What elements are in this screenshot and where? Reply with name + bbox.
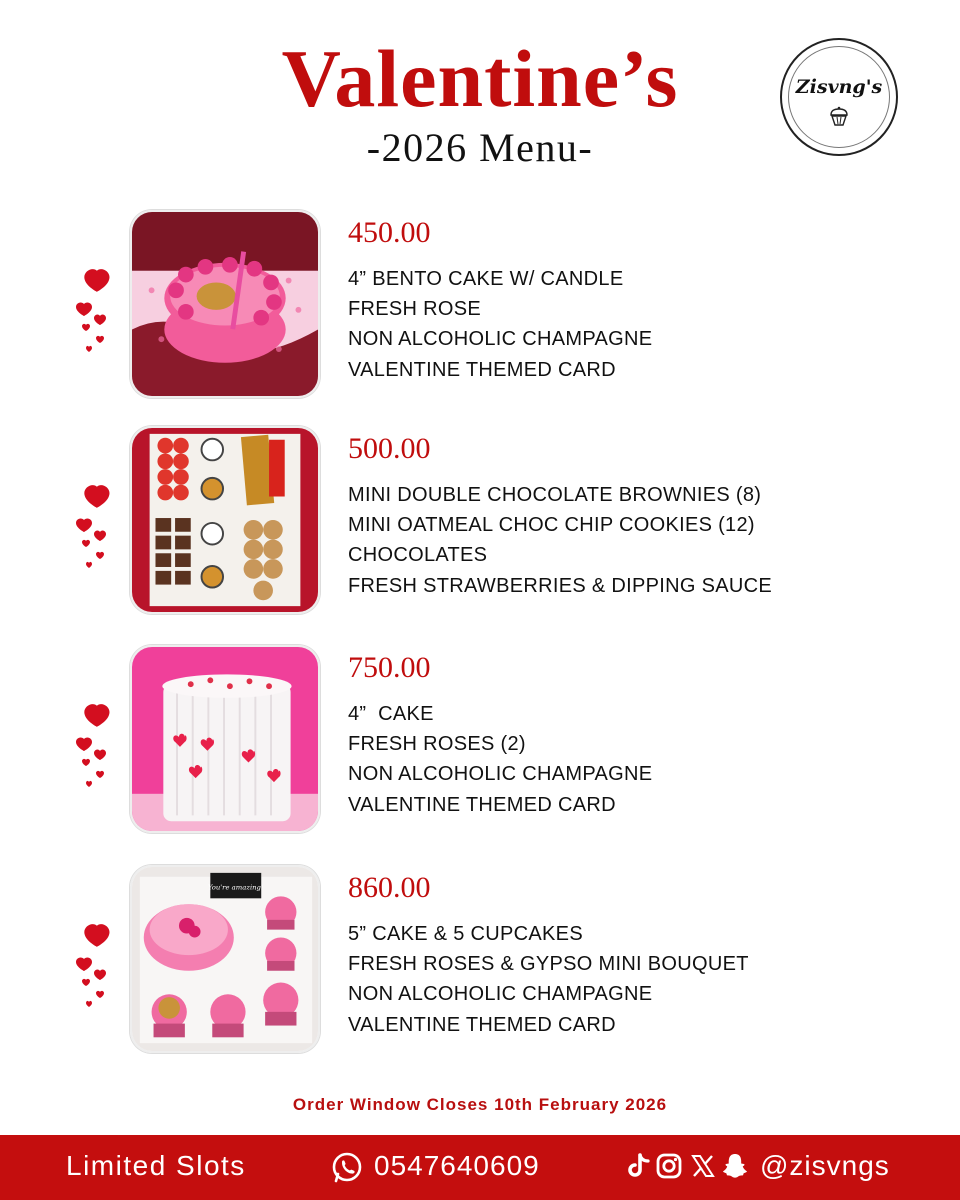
item-line: 4” CAKE xyxy=(348,703,434,725)
item-line: 4” BENTO CAKE W/ CANDLE xyxy=(348,268,624,290)
item-line: FRESH ROSE xyxy=(348,298,482,321)
item-line: VALENTINE THEMED CARD xyxy=(348,1013,616,1036)
instagram-icon[interactable] xyxy=(654,1151,684,1181)
hearts-decoration xyxy=(70,917,120,1013)
hearts-decoration xyxy=(70,697,120,793)
item-price: 860.00 xyxy=(348,871,431,904)
whatsapp-icon xyxy=(330,1151,364,1185)
menu-item-500 xyxy=(0,426,960,616)
phone-number: 0547640609 xyxy=(374,1150,540,1181)
footer-bar xyxy=(0,1135,960,1200)
item-line: VALENTINE THEMED CARD xyxy=(348,358,616,381)
item-line: MINI OATMEAL CHOC CHIP COOKIES (12) xyxy=(348,514,755,537)
item-line: MINI DOUBLE CHOCOLATE BROWNIES (8) xyxy=(348,484,762,506)
item-line: FRESH STRAWBERRIES & DIPPING SAUCE xyxy=(348,574,772,597)
item-line: FRESH ROSES & GYPSO MINI BOUQUET xyxy=(348,953,749,976)
item-line: NON ALCOHOLIC CHAMPAGNE xyxy=(348,328,653,351)
item-price: 500.00 xyxy=(348,432,431,465)
menu-title: Valentine’s xyxy=(281,33,679,124)
item-line: CHOCOLATES xyxy=(348,544,488,567)
tiktok-icon[interactable] xyxy=(624,1151,654,1181)
menu-item-860 xyxy=(0,865,960,1055)
menu-item-750 xyxy=(0,645,960,835)
item-line: NON ALCOHOLIC CHAMPAGNE xyxy=(348,983,653,1006)
item-lines xyxy=(348,264,652,385)
item-lines xyxy=(348,919,749,1040)
brand-logo xyxy=(780,38,898,156)
item-price: 450.00 xyxy=(348,216,431,249)
treat-box-photo xyxy=(130,426,320,614)
item-lines xyxy=(348,699,652,820)
item-line: NON ALCOHOLIC CHAMPAGNE xyxy=(348,763,653,786)
cupcake-icon xyxy=(828,106,850,126)
bento-cake-photo xyxy=(130,210,320,398)
social-handle[interactable]: @zisvngs xyxy=(760,1150,890,1181)
logo-text: Zisvng's xyxy=(795,76,883,98)
item-line: VALENTINE THEMED CARD xyxy=(348,793,616,816)
menu-item-450 xyxy=(0,210,960,400)
menu-subtitle: -2026 Menu- xyxy=(366,125,594,170)
hearts-decoration xyxy=(70,262,120,358)
order-window-notice: Order Window Closes 10th February 2026 xyxy=(292,1095,668,1114)
item-lines xyxy=(348,480,772,601)
item-line: 5” CAKE & 5 CUPCAKES xyxy=(348,923,583,945)
card-note: You're amazing! xyxy=(207,883,264,892)
snapchat-icon[interactable] xyxy=(720,1151,750,1181)
cake-cupcakes-photo xyxy=(130,865,320,1053)
white-cake-photo xyxy=(130,645,320,833)
item-line: FRESH ROSES (2) xyxy=(348,733,526,756)
limited-slots-text: Limited Slots xyxy=(66,1150,246,1181)
hearts-decoration xyxy=(70,478,120,574)
x-icon[interactable] xyxy=(688,1151,718,1181)
item-price: 750.00 xyxy=(348,651,431,684)
